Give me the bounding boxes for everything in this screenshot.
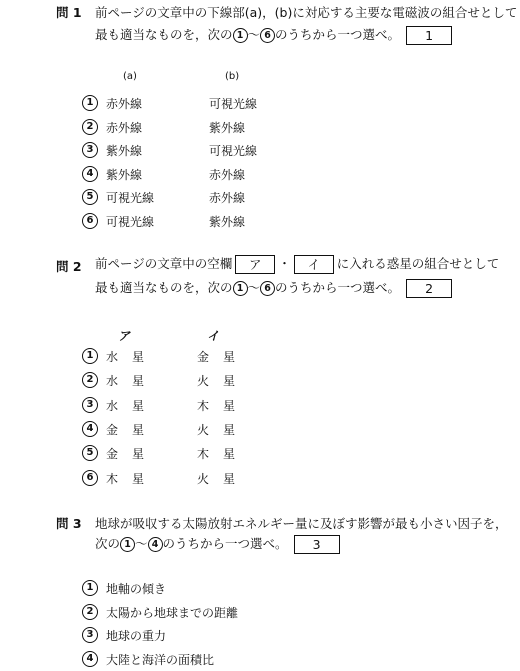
q2-option-a: 金星 (106, 447, 159, 462)
q1-option-b: 可視光線 (209, 97, 258, 111)
q1-col-b-header: (b) (225, 71, 240, 82)
q3-range-to: 4 (148, 537, 163, 552)
q2-option-number: 6 (82, 470, 98, 486)
q2-stem-line2 (95, 278, 452, 298)
q1-option-b: 紫外線 (209, 214, 246, 229)
q2-stem-pre2: 最も適当なものを，次の (95, 280, 233, 295)
q1-col-a-header: (a) (123, 71, 137, 82)
q3-option-number: 3 (82, 627, 98, 643)
q1-option-number: 2 (82, 119, 98, 135)
q2-option-i: 火星 (197, 422, 250, 437)
q3-label: 問 3 (56, 516, 82, 531)
q1-range-from: 1 (233, 28, 248, 43)
q1-answer-box[interactable]: 1 (406, 26, 452, 45)
q2-range-tilde: 〜 (247, 280, 261, 295)
q1-option-number: 3 (82, 142, 98, 158)
q1-option-a: 可視光線 (106, 191, 155, 205)
q2-option-i: 火星 (197, 374, 250, 389)
q2-col-a-header: ア (118, 329, 131, 343)
q1-range-to: 6 (260, 28, 275, 43)
q1-label: 問 1 (56, 5, 82, 20)
q2-blank-i: イ (294, 255, 334, 274)
q1-option-number: 5 (82, 189, 98, 205)
q3-option-text: 地軸の傾き (106, 582, 167, 596)
q1-option-number: 6 (82, 213, 98, 229)
q1-option-a: 赤外線 (106, 120, 143, 135)
q2-option-i: 木星 (197, 447, 250, 462)
q2-range-from: 1 (233, 281, 248, 296)
q1-option-b: 赤外線 (209, 191, 246, 205)
q2-blank-a: ア (235, 255, 275, 274)
q2-option-i: 木星 (197, 398, 250, 413)
q2-col-i-header: イ (207, 329, 220, 343)
q3-option-text: 地球の重力 (106, 629, 167, 643)
q2-option-number: 1 (82, 348, 98, 364)
q3-option-text: 大陸と海洋の面積比 (106, 652, 215, 667)
q3-option-text: 太陽から地球までの距離 (106, 605, 239, 620)
q2-option-number: 5 (82, 445, 98, 461)
q2-option-a: 水星 (106, 350, 159, 364)
q3-option-number: 2 (82, 604, 98, 620)
q3-stem-post: のうちから一つ選べ。 (162, 536, 288, 551)
q2-stem-post: に入れる惑星の組合せとして (336, 256, 500, 271)
q2-stem-line1 (95, 254, 499, 274)
q3-option-number: 1 (82, 580, 98, 596)
q1-option-b: 赤外線 (209, 167, 246, 182)
q1-option-number: 1 (82, 95, 98, 111)
q2-stem-post2: のうちから一つ選べ。 (275, 280, 401, 295)
q2-option-a: 木星 (106, 471, 159, 486)
q3-stem-pre: 次の (95, 536, 121, 551)
q2-label: 問 2 (56, 259, 82, 274)
q2-option-a: 水星 (106, 398, 159, 413)
q1-stem-post: のうちから一つ選べ。 (275, 27, 401, 42)
q2-option-number: 2 (82, 372, 98, 388)
q1-option-number: 4 (82, 166, 98, 182)
q1-stem-line2 (95, 25, 452, 45)
q2-dot: ・ (278, 256, 291, 271)
q3-stem-line1: 地球が吸収する太陽放射エネルギー量に及ぼす影響が最も小さい因子を， (95, 516, 508, 531)
q2-option-a: 金星 (106, 422, 159, 437)
q2-range-to: 6 (260, 281, 275, 296)
q2-option-i: 火星 (197, 471, 250, 486)
q3-range-from: 1 (120, 537, 135, 552)
q3-range-tilde: 〜 (135, 536, 148, 551)
q2-stem-pre: 前ページの文章中の空欄 (95, 256, 233, 271)
q1-option-a: 可視光線 (106, 214, 155, 229)
q1-option-b: 可視光線 (209, 144, 258, 158)
q3-answer-box[interactable]: 3 (294, 535, 340, 554)
q2-option-number: 3 (82, 397, 98, 413)
q1-option-b: 紫外線 (209, 120, 246, 135)
q1-range-tilde: 〜 (247, 27, 261, 42)
q2-option-number: 4 (82, 421, 98, 437)
q2-option-a: 水星 (106, 374, 159, 389)
q1-option-a: 紫外線 (106, 167, 143, 182)
q1-option-a: 赤外線 (106, 97, 143, 111)
q3-option-number: 4 (82, 651, 98, 667)
q1-option-a: 紫外線 (106, 144, 143, 158)
q2-answer-box[interactable]: 2 (406, 279, 452, 298)
q1-stem-line1: 前ページの文章中の下線部(a)，(b)に対応する主要な電磁波の組合せとして (95, 5, 518, 20)
q1-stem-pre: 最も適当なものを，次の (95, 27, 233, 42)
q3-stem-line2 (95, 534, 340, 554)
q2-option-i: 金星 (197, 350, 250, 364)
